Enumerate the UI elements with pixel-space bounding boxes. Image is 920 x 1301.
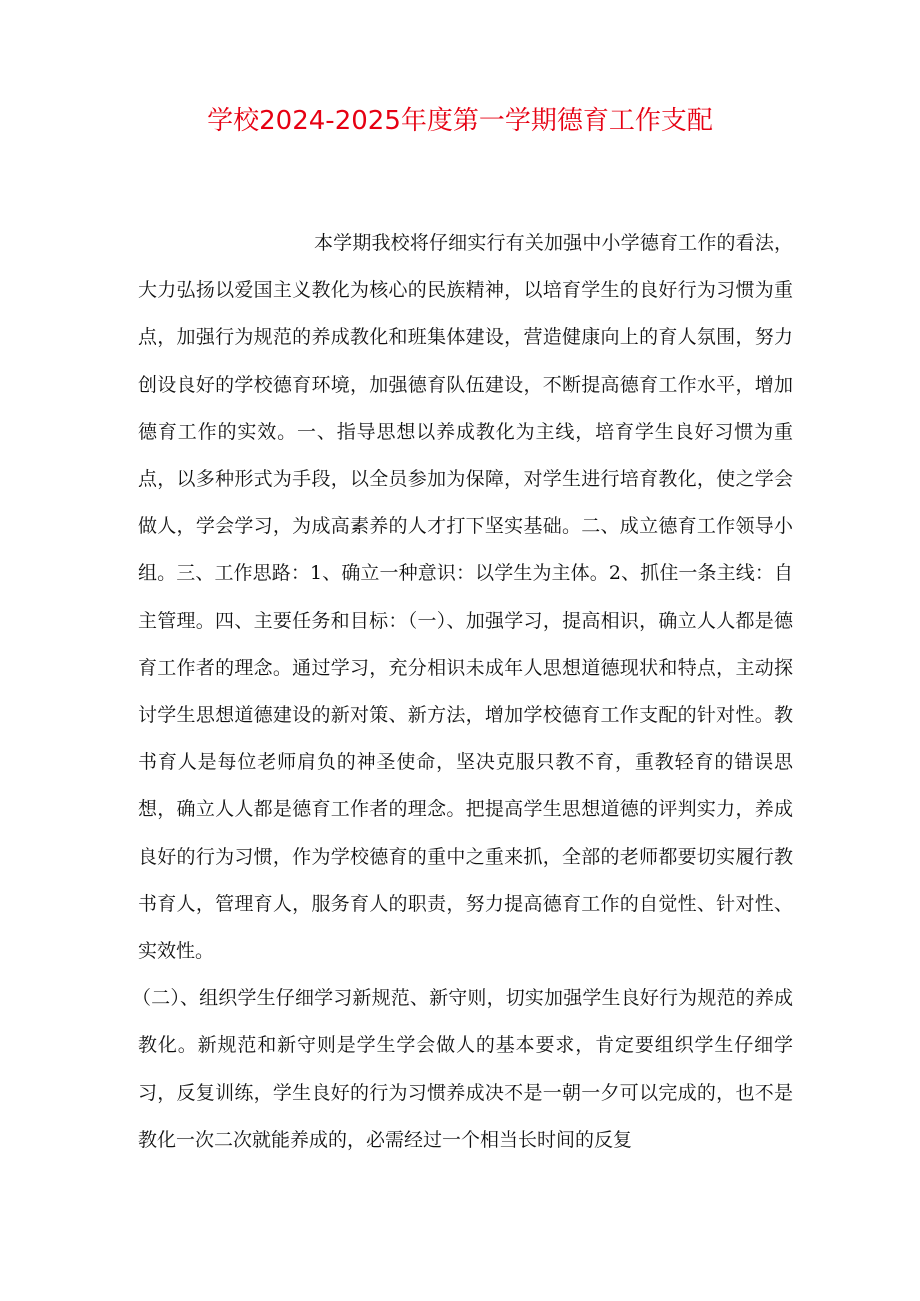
document-title: 学校2024-2025年度第一学期德育工作支配 <box>207 106 713 136</box>
document-body <box>132 220 793 1164</box>
body-paragraph-1: 本学期我校将仔细实行有关加强中小学德育工作的看法，大力弘扬以爱国主义教化为核心的民族精神，以培育学生的良好行为习惯为重点，加强行为规范的养成教化和班集体建设，营造健康向上的育人氛围，努力创设良好的学校德育环境，加强德育队伍建设，不断提高德育工作水平，增加德育工作的实效。一、指导思想以养成教化为主线，培育学生良好习惯为重点，以多种形式为手段，以全员参加为保障，对学生进行培育教化，使之学会做人，学会学习，为成高素养的人才打下坚实基础。二、成立德育工作领导小组。三、工作思路：1、确立一种意识：以学生为主体。2、抓住一条主线：自主管理。四、主要任务和目标：（一）、加强学习，提高相识，确立人人都是德育工作者的理念。通过学习，充分相识未成年人思想道德现状和特点，主动探讨学生思想道德建设的新对策、新方法，增加学校德育工作支配的针对性。教书育人是每位老师肩负的神圣使命，坚决克服只教不育，重教轻育的错误思想，确立人人都是德育工作者的理念。把提高学生思想道德的评判实力，养成良好的行为习惯，作为学校德育的重中之重来抓，全部的老师都要切实履行教书育人，管理育人，服务育人的职责，努力提高德育工作的自觉性、针对性、实效性。 <box>138 232 793 963</box>
body-paragraph-2: （二）、组织学生仔细学习新规范、新守则，切实加强学生良好行为规范的养成教化。新规范和新守则是学生学会做人的基本要求，肯定要组织学生仔细学习，反复训练，学生良好的行为习惯养成决不是一朝一夕可以完成的，也不是教化一次二次就能养成的，必需经过一个相当长时间的反复 <box>132 987 793 1151</box>
